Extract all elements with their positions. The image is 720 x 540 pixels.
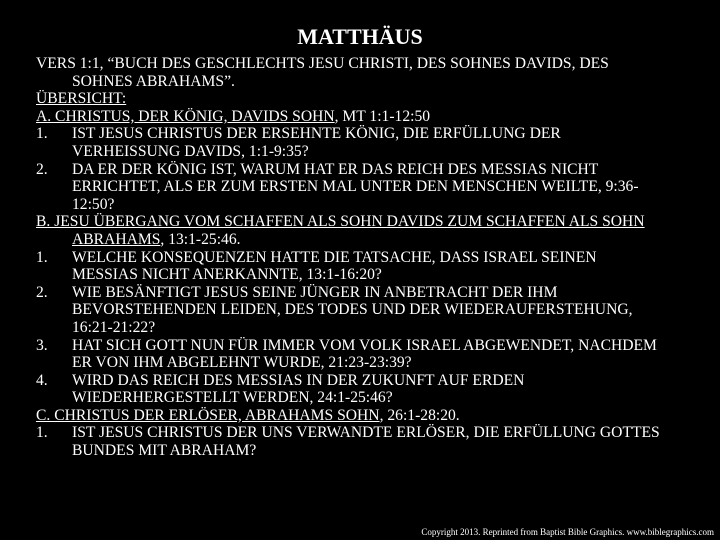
verse-line: VERS 1:1, “BUCH DES GESCHLECHTS JESU CHRISTI, DES SOHNES DAVIDS, DES SOHNES ABRAHAMS”. [36, 55, 609, 90]
section-heading-reference: , 26:1-28:20. [379, 406, 460, 424]
section-heading [36, 407, 666, 425]
section-a [36, 108, 666, 214]
section-heading [36, 213, 666, 248]
copyright-footer: Copyright 2013. Reprinted from Baptist Bible Graphics. www.biblegraphics.com [421, 527, 714, 537]
section-heading-title: A. CHRISTUS, DER KÖNIG, DAVIDS SOHN [36, 107, 335, 125]
item-text: IST JESUS CHRISTUS DER UNS VERWANDTE ERLÖSER, DIE ERFÜLLUNG GOTTES BUNDES MIT ABRAHAM? [72, 424, 660, 460]
overview-heading: ÜBERSICHT: [36, 90, 127, 108]
item-text: WIE BESÄNFTIGT JESUS SEINE JÜNGER IN ANBETRACHT DER IHM BEVORSTEHENDEN LEIDEN, DES TODES UND DER WIEDERAUFERSTEHUNG, 16:21-21:22? [72, 283, 633, 336]
section-heading [36, 108, 666, 126]
item-number: 1. [36, 424, 48, 442]
item-number: 1. [36, 125, 48, 143]
item-number: 2. [36, 283, 48, 301]
section-b [36, 213, 666, 407]
item-text: IST JESUS CHRISTUS DER ERSEHNTE KÖNIG, DIE ERFÜLLUNG DER VERHEISSUNG DAVIDS, 1:1-9:35? [72, 125, 561, 160]
item-text: WIRD DAS REICH DES MESSIAS IN DER ZUKUNFT AUF ERDEN WIEDERHERGESTELLT WERDEN, 24:1-25:46? [72, 371, 525, 407]
slide-content [36, 55, 666, 460]
list-item [36, 249, 666, 284]
item-number: 3. [36, 336, 48, 354]
list-item [36, 372, 666, 407]
section-c [36, 407, 666, 460]
item-number: 2. [36, 160, 48, 178]
item-text: DA ER DER KÖNIG IST, WARUM HAT ER DAS REICH DES MESSIAS NICHT ERRICHTET, ALS ER ZUM ERSTEN MAL UNTER DEN MENSCHEN WEILTE, 9:36-12:50? [72, 160, 639, 213]
item-number: 1. [36, 248, 48, 266]
section-heading-title: C. CHRISTUS DER ERLÖSER, ABRAHAMS SOHN [36, 406, 380, 424]
section-heading-reference: , MT 1:1-12:50 [334, 107, 431, 125]
item-text: HAT SICH GOTT NUN FÜR IMMER VOM VOLK ISRAEL ABGEWENDET, NACHDEM ER VON IHM ABGELEHNT WURDE, 21:23-23:39? [72, 336, 657, 372]
list-item [36, 424, 666, 459]
item-text: WELCHE KONSEQUENZEN HATTE DIE TATSACHE, DASS ISRAEL SEINEN MESSIAS NICHT ANERKANNTE, 13:1-16:20? [72, 248, 597, 284]
section-heading-title: B. JESU ÜBERGANG VOM SCHAFFEN ALS SOHN DAVIDS ZUM SCHAFFEN ALS SOHN ABRAHAMS [36, 213, 645, 248]
list-item [36, 284, 666, 337]
list-item [36, 337, 666, 372]
section-heading-reference: , 13:1-25:46. [160, 230, 241, 248]
list-item [36, 161, 666, 214]
list-item [36, 125, 666, 160]
page-title: MATTHÄUS [297, 24, 423, 49]
item-number: 4. [36, 371, 48, 389]
